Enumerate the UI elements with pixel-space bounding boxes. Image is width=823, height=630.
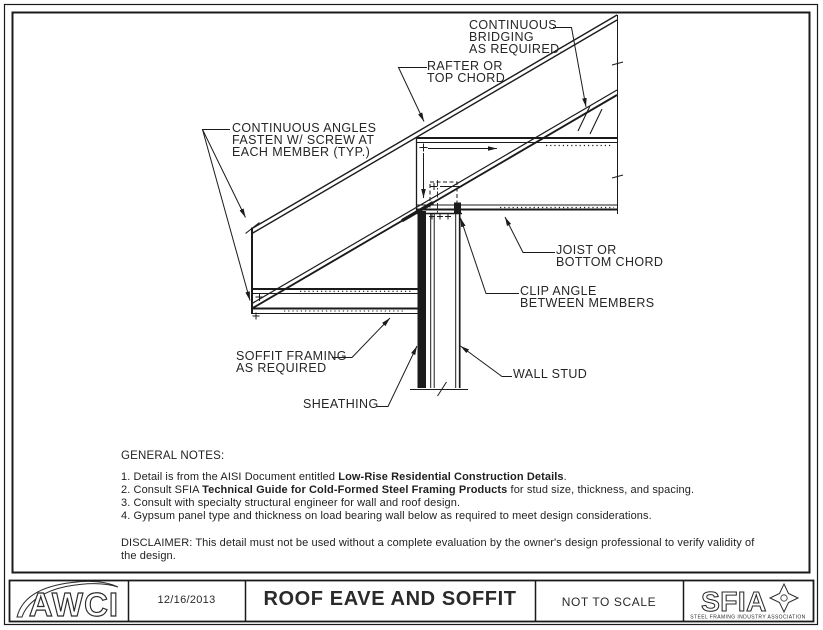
sfia-star-icon bbox=[770, 584, 798, 612]
awci-logo-text: AWCI bbox=[28, 586, 120, 623]
disclaimer-text: DISCLAIMER: This detail must not be used without a complete evaluation by the owner's design professional to verify validity of the design. bbox=[121, 537, 755, 562]
note-item: 1. Detail is from the AISI Document entitled Low-Rise Residential Construction Details. bbox=[121, 471, 567, 483]
label-wall-stud: WALL STUD bbox=[513, 367, 588, 381]
general-notes-list bbox=[121, 471, 694, 523]
label-rafter: RAFTER OR TOP CHORD bbox=[427, 59, 506, 85]
soffit-lines bbox=[252, 289, 419, 314]
sheathing-band bbox=[418, 211, 427, 388]
sfia-caption: STEEL FRAMING INDUSTRY ASSOCIATION bbox=[690, 614, 806, 621]
label-continuous-angles: CONTINUOUS ANGLES FASTEN W/ SCREW AT EACH MEMBER (TYP.) bbox=[232, 121, 377, 159]
leader-rafter bbox=[399, 68, 428, 122]
sheet-borders bbox=[5, 5, 818, 625]
label-sheathing: SHEATHING bbox=[303, 397, 379, 411]
leader-clip-angle bbox=[461, 218, 520, 294]
note-item: 3. Consult with specialty structural engineer for wall and roof design. bbox=[121, 497, 461, 509]
title-block-date: 12/16/2013 bbox=[157, 594, 216, 606]
wall-lines bbox=[410, 211, 468, 396]
general-notes-heading: GENERAL NOTES: bbox=[121, 450, 225, 462]
label-continuous-bridging: CONTINUOUS BRIDGING AS REQUIRED. bbox=[469, 18, 564, 56]
label-soffit-framing: SOFFIT FRAMING AS REQUIRED bbox=[236, 349, 347, 375]
awci-logo bbox=[17, 581, 119, 623]
label-clip-angle: CLIP ANGLE BETWEEN MEMBERS bbox=[520, 284, 655, 310]
label-joist: JOIST OR BOTTOM CHORD bbox=[556, 243, 664, 269]
sfia-logo bbox=[690, 584, 805, 621]
break-line-right bbox=[612, 15, 623, 214]
drawing-title: ROOF EAVE AND SOFFIT bbox=[263, 588, 517, 610]
leader-sheathing bbox=[377, 346, 417, 407]
scale-note: NOT TO SCALE bbox=[561, 595, 657, 609]
leader-wall-stud bbox=[461, 346, 513, 377]
sfia-logo-text: SFIA bbox=[701, 586, 767, 617]
note-item: 4. Gypsum panel type and thickness on load bearing wall below as required to meet design considerations. bbox=[121, 510, 652, 522]
note-item: 2. Consult SFIA Technical Guide for Cold-Formed Steel Framing Products for stud size, thickness, and spacing. bbox=[121, 484, 695, 496]
leader-joist bbox=[505, 217, 555, 253]
screw-indicator-arrows bbox=[424, 149, 498, 199]
